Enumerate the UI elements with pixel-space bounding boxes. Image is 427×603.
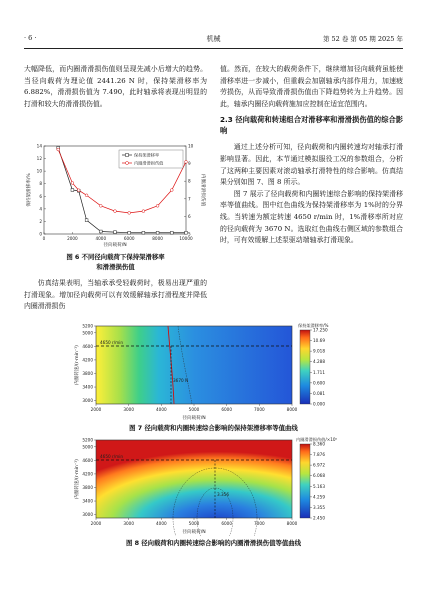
fig8-colorbar-title: 内圈滑滑损伤值/×10⁵	[296, 437, 338, 442]
fig8-ytick-label: 4200	[82, 471, 93, 477]
fig7-annot-load: 3670 N	[173, 378, 189, 383]
fig8-ytick-label: 3800	[82, 484, 93, 490]
fig8-chart	[70, 436, 355, 536]
fig7-xtick-label: 5000	[188, 407, 200, 412]
fig7-colorbar-label: 1.711	[313, 369, 325, 375]
left-paragraph-2: 仿真结果表明，当轴承承受轻载荷时，极易出现严重的打滑现象。增加径向载荷可以有效缓解轴承打滑程度并降低内圈滑滑损伤	[24, 279, 207, 311]
fig8-colorbar	[300, 444, 310, 518]
fig6-ytick-left-label: 12	[36, 156, 42, 162]
fig6-point-damage	[77, 189, 80, 192]
fig6-point-slip	[71, 189, 74, 192]
fig6-legend	[119, 150, 183, 168]
fig8-colorbar-label: 8.360	[313, 441, 325, 447]
left-column	[24, 64, 207, 110]
fig6-point-slip	[170, 231, 173, 234]
fig7-chart	[70, 322, 355, 422]
page-header	[24, 34, 403, 48]
fig7-ytick-label: 5200	[82, 323, 93, 329]
fig6-point-damage	[142, 210, 145, 213]
fig6-xtick-label: 0	[42, 236, 46, 241]
right-column	[220, 64, 403, 247]
fig6-point-damage	[57, 148, 60, 151]
fig6-legend-1: 保持架滑移率	[134, 152, 160, 158]
fig7-annot-speed: 4650 r/min	[100, 340, 124, 345]
fig7-caption: 图 7 径向载荷和内圈转速综合影响的保持架滑移率等值曲线	[129, 424, 298, 432]
fig6-point-slip	[85, 219, 88, 222]
fig8-xtick-label: 7000	[253, 521, 265, 526]
fig6-ytick-left-label: 6	[39, 193, 42, 199]
fig8-ytick-label: 4600	[82, 457, 93, 463]
fig6-chart	[24, 140, 207, 250]
right-paragraph-1: 值。然而，在较大的载荷条件下，继续增加径向载荷虽能使滑移率进一步减小，但重载会加剧轴承内部作用力，加速疲劳损伤，从而导致滑滑损伤值由下降趋势转为上升趋势。因此，轴承内圈径向载荷施加应控制在适宜范围内。	[220, 65, 403, 108]
fig8-colorbar-label: 4.259	[313, 494, 325, 500]
figure-7	[70, 322, 355, 422]
fig7-colorbar-label: 0.081	[313, 390, 325, 396]
fig7-ylabel: 内圈转速/(r·min⁻¹)	[75, 345, 80, 385]
section-title: 2.3 径向载荷和转速组合对滑移率和滑滑损伤值的综合影响	[220, 115, 403, 136]
fig6-point-slip	[99, 230, 102, 233]
fig8-xtick-label: 8000	[286, 521, 298, 526]
fig8-xtick-label: 4000	[155, 521, 167, 526]
fig8-xtick-label: 5000	[188, 521, 200, 526]
fig6-point-damage	[114, 210, 117, 213]
fig6-point-slip	[128, 231, 131, 234]
page-number: · 6 ·	[24, 34, 37, 42]
fig6-ytick-left-label: 8	[39, 181, 42, 187]
fig7-colorbar-label: 10.69	[313, 338, 325, 344]
fig7-ytick-label: 5000	[82, 330, 93, 336]
fig6-ytick-left-label: 0	[39, 231, 42, 237]
fig6-caption	[24, 252, 207, 272]
right-paragraph-2: 通过上述分析可知，径向载荷和内圈转速均对轴承打滑影响显著。因此，本节通过模拟服役工况的参数组合，分析了这两种主要因素对滚动轴承打滑特性的综合影响。仿真结果分别如图 7、图 8 所示。	[220, 143, 403, 187]
fig6-point-slip	[185, 231, 188, 234]
fig7-xtick-label: 3000	[123, 407, 135, 412]
fig6-ytick-left-label: 10	[36, 168, 42, 174]
fig8-annot-speed: 4650 r/min	[100, 454, 124, 459]
fig8-ylabel: 内圈转速/(r·min⁻¹)	[75, 459, 80, 499]
fig7-ytick-label: 4200	[82, 357, 93, 363]
figure-8	[70, 436, 355, 536]
fig8-xtick-label: 2000	[90, 521, 102, 526]
fig6-caption-line2: 和滑滑损伤值	[96, 263, 135, 271]
fig8-xtick-label: 6000	[221, 521, 233, 526]
fig8-ytick-label: 3400	[82, 498, 93, 504]
fig8-ytick-label: 3000	[82, 512, 93, 518]
header-rule	[24, 48, 403, 49]
left-paragraph-1: 大幅降低，而内圈滑滑损伤值则呈现先减小后增大的趋势。当径向载荷为理论值 2441.26 N 时，保持架滑移率为 6.882%，滑滑损伤值为 7.490，此时轴承将表现出明显的打滑和较大的滑滑损伤值。	[24, 65, 207, 108]
fig6-xtick-label: 10000	[179, 236, 193, 241]
fig6-point-slip	[114, 231, 117, 234]
fig6-xtick-label: 6000	[123, 236, 135, 241]
fig6-point-damage	[170, 189, 173, 192]
fig6-point-damage	[185, 160, 188, 163]
fig8-colorbar-label: 7.876	[313, 452, 325, 458]
fig8-ytick-label: 5000	[82, 444, 93, 450]
fig6-ytick-right-label: 9	[188, 161, 191, 167]
fig8-heatmap	[96, 440, 292, 518]
fig8-annot-load: 3.356	[217, 492, 229, 497]
right-paragraph-3: 图 7 展示了径向载荷和内圈转速综合影响的保持架滑移率等值曲线。图中红色曲线为保持架滑移率为 1%时的分界线。当转速为额定转速 4650 r/min 时，1%滑移率所对应的径向载荷为 3670 N。选取红色曲线右侧区域的参数组合时，可有效缓解上述泵驱动端轴承打滑现象。	[220, 189, 403, 245]
fig6-point-damage	[85, 194, 88, 197]
fig7-ytick-label: 3800	[82, 370, 93, 376]
fig6-ytick-right-label: 5	[188, 231, 191, 237]
fig7-xtick-label: 7000	[253, 407, 265, 412]
fig8-colorbar-label: 6.972	[313, 462, 325, 468]
fig7-colorbar-label: 9.018	[313, 348, 325, 354]
fig8-colorbar-label: 3.355	[313, 504, 325, 510]
fig6-xtick-label: 8000	[152, 236, 163, 241]
fig6-point-damage	[156, 204, 159, 207]
fig8-ytick-label: 5200	[82, 437, 93, 443]
fig7-colorbar-title: 保持架滑移率/%	[298, 323, 329, 328]
fig6-point-damage	[128, 211, 131, 214]
fig7-colorbar-label: 0.600	[313, 380, 325, 386]
left-column-lower	[24, 278, 207, 313]
fig7-ytick-label: 3000	[82, 398, 93, 404]
fig6-legend-2: 内圈滑滑损伤值	[134, 160, 164, 166]
journal-name: 机械	[206, 35, 221, 43]
fig6-xlabel: 径向载荷/N	[103, 243, 127, 248]
fig6-point-slip	[142, 231, 145, 234]
fig7-heatmap	[96, 326, 292, 404]
fig6-ytick-right-label: 10	[188, 143, 194, 149]
fig7-xtick-label: 8000	[286, 407, 298, 412]
fig7-xtick-label: 6000	[221, 407, 233, 412]
fig8-colorbar-label: 5.163	[313, 483, 325, 489]
fig8-xtick-label: 3000	[123, 521, 135, 526]
fig6-ytick-left-label: 2	[39, 218, 42, 224]
fig6-ytick-left-label: 14	[36, 143, 42, 149]
fig6-ytick-left-label: 4	[39, 206, 42, 212]
fig6-ylabel-left: 保持架滑移率/%	[27, 173, 32, 207]
fig6-point-damage	[99, 204, 102, 207]
fig7-xtick-label: 4000	[155, 407, 167, 412]
fig6-xtick-label: 2000	[67, 236, 78, 241]
fig6-ytick-right-label: 8	[188, 178, 191, 184]
fig7-colorbar	[300, 330, 310, 404]
fig6-xtick-label: 4000	[95, 236, 107, 241]
fig8-xlabel: 径向载荷/N	[182, 530, 206, 535]
fig8-colorbar-label: 2.450	[313, 515, 325, 521]
fig6-point-damage	[71, 182, 74, 185]
fig7-xlabel: 径向载荷/N	[182, 416, 206, 421]
fig7-xtick-label: 2000	[90, 407, 102, 412]
fig7-ytick-label: 4600	[82, 343, 93, 349]
fig6-ytick-right-label: 7	[188, 196, 191, 202]
fig7-ytick-label: 3400	[82, 384, 93, 390]
fig6-caption-line1: 图 6 不同径向载荷下保持架滑移率	[66, 253, 165, 261]
issue-info: 第 52 卷 第 05 期 2025 年	[322, 35, 403, 43]
figure-6	[24, 140, 207, 250]
fig7-colorbar-label: 17.250	[313, 327, 328, 333]
fig6-ytick-right-label: 6	[188, 213, 191, 219]
fig6-point-slip	[156, 231, 159, 234]
fig8-caption: 图 8 径向载荷和内圈转速综合影响的内圈滑滑损伤值等值曲线	[125, 539, 302, 547]
fig7-colorbar-label: 4.288	[313, 359, 325, 365]
fig8-colorbar-label: 6.068	[313, 473, 325, 479]
fig6-ylabel-right: 内圈滑滑损伤值	[200, 173, 205, 207]
fig7-colorbar-label: 0.000	[313, 401, 325, 407]
